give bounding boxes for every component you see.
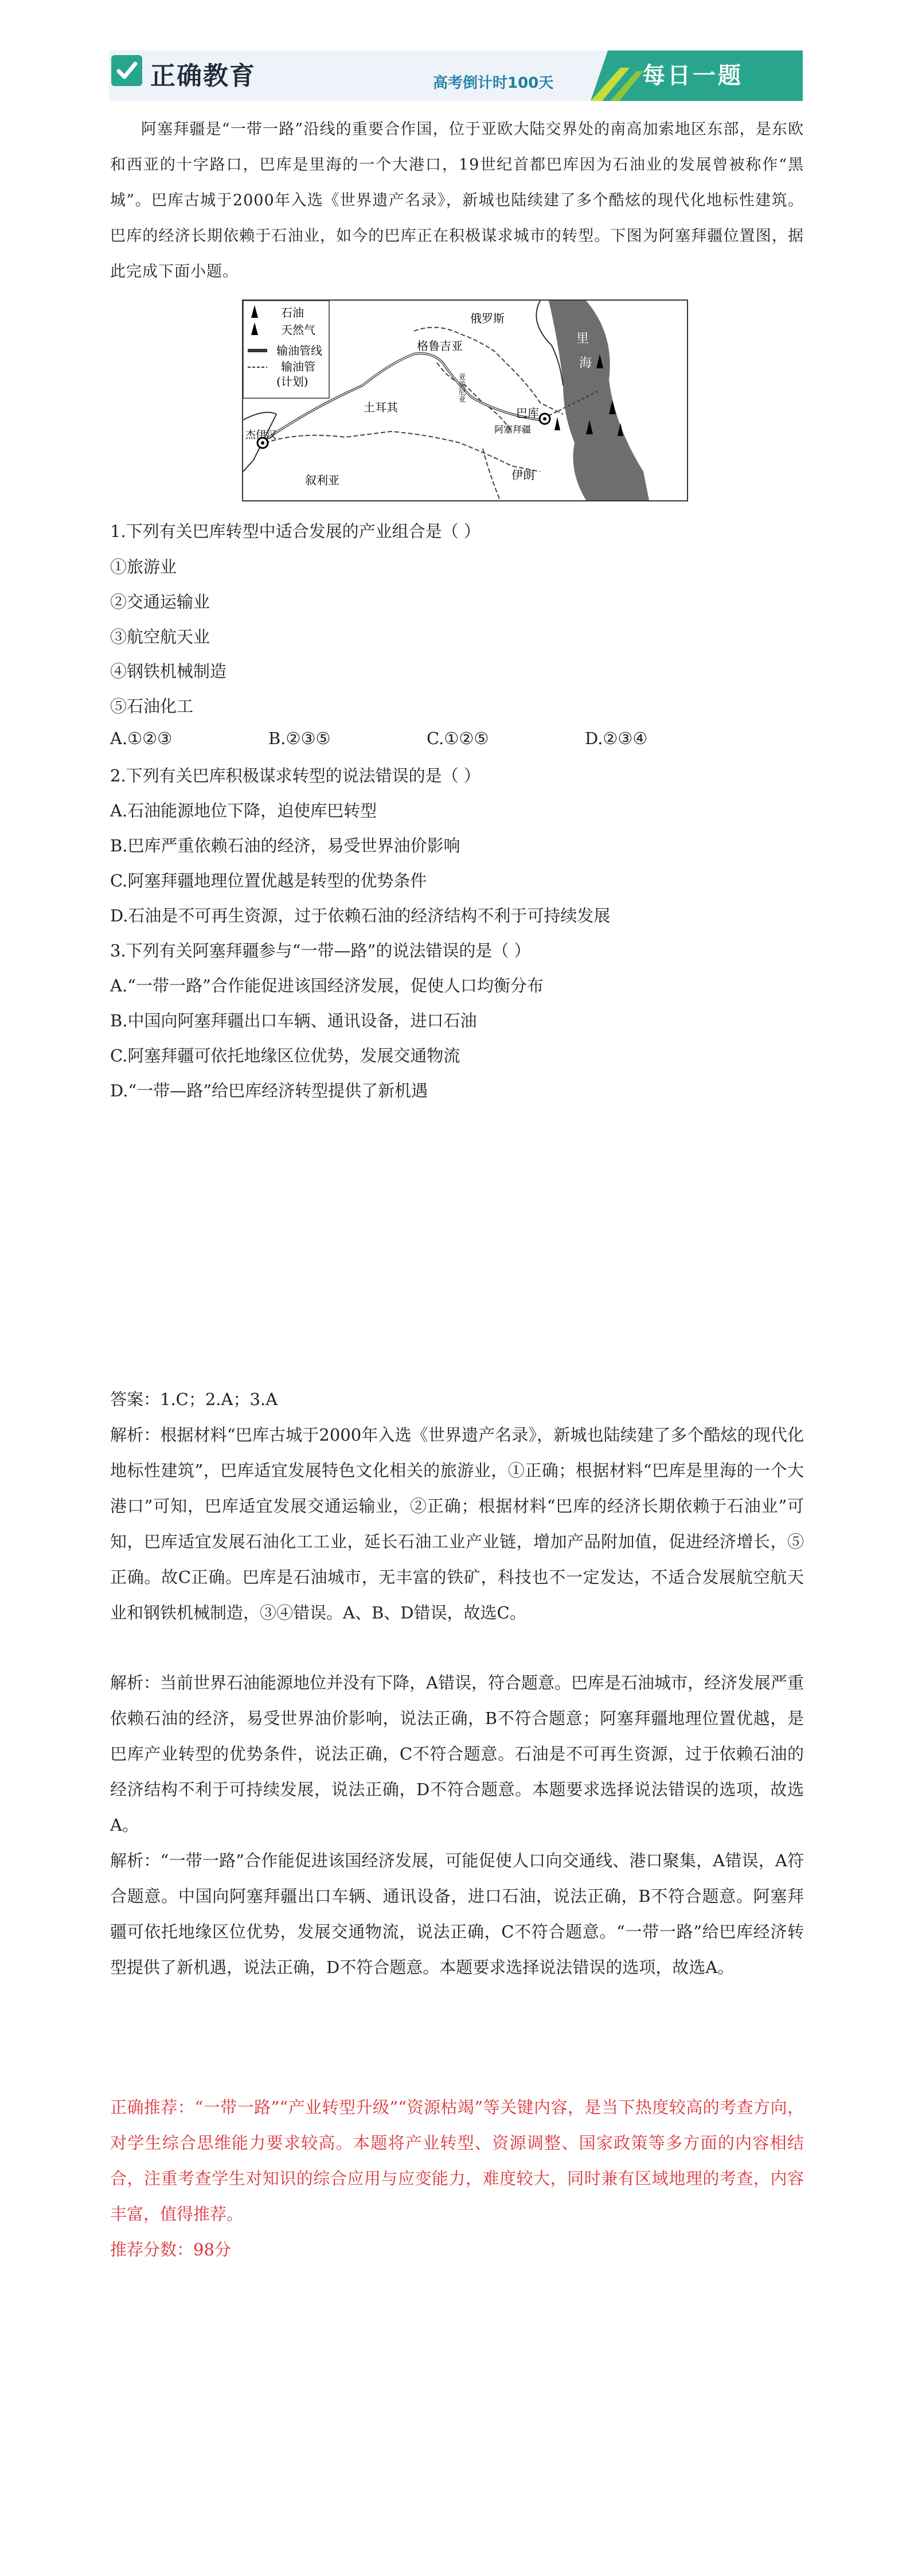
map-label-armenia: 亚美尼亚 bbox=[456, 373, 466, 403]
q1-option-b: B.②③⑤ bbox=[268, 729, 331, 748]
map-label-ceyhan: 杰伊汉 bbox=[245, 429, 276, 441]
recommendation-text: 正确推荐：“一带一路”“产业转型升级”“资源枯竭”等关键内容，是当下热度较高的考查方向，对学生综合思维能力要求较高。本题将产业转型、资源调整、国家政策等多方面的内容相结合，注重考查学生对知识的综合应用与应变能力，难度较大，同时兼有区域地理的考查，内容丰富，值得推荐。 bbox=[110, 2098, 804, 2224]
map-label-azerbaijan: 阿塞拜疆 bbox=[494, 424, 532, 435]
q1-item-5: ⑤石油化工 bbox=[110, 696, 194, 716]
explanation-q1: 解析：根据材料“巴库古城于2000年入选《世界遗产名录》，新城也陆续建了多个酷炫的现代化地标性建筑”，巴库适宜发展特色文化相关的旅游业，①正确；根据材料“巴库是里海的一个大港口”可知，巴库适宜发展交通运输业，②正确；根据材料“巴库的经济长期依赖于石油业”可知，巴库适宜发展石油化工工业，延长石油工业产业链，增加产品附加值，促进经济增长，⑤正确。故C正确。巴库是石油城市，无丰富的铁矿，科技也不一定发达，不适合发展航空航天业和钢铁机械制造，③④错误。A、B、D错误，故选C。 bbox=[110, 1425, 804, 1622]
q1-item-3: ③航空航天业 bbox=[110, 627, 210, 647]
map-label-georgia: 格鲁吉亚 bbox=[417, 339, 463, 353]
exam-countdown: 高考倒计时100天 bbox=[433, 75, 554, 92]
q2-option-a: A.石油能源地位下降，迫使库巴转型 bbox=[110, 801, 377, 820]
explanation-q2: 解析：当前世界石油能源地位并没有下降，A错误，符合题意。巴库是石油城市，经济发展严重依赖石油的经济，易受世界油价影响，说法正确，B不符合题意；阿塞拜疆地理位置优越，是巴库产业转型的优势条件，说法正确，C不符合题意。石油是不可再生资源，过于依赖石油的经济结构不利于可持续发展，说法正确，D不符合题意。本题要求选择说法错误的选项，故选A。 bbox=[110, 1673, 804, 1835]
question-2-stem: 2.下列有关巴库积极谋求转型的说法错误的是（ ） bbox=[110, 766, 481, 785]
page-header bbox=[109, 50, 803, 101]
q1-option-a: A.①②③ bbox=[110, 729, 173, 748]
q2-option-d: D.石油是不可再生资源，过于依赖石油的经济结构不利于可持续发展 bbox=[110, 906, 611, 925]
q2-option-c: C.阿塞拜疆地理位置优越是转型的优势条件 bbox=[110, 871, 427, 890]
q3-option-b: B.中国向阿塞拜疆出口车辆、通讯设备，进口石油 bbox=[110, 1011, 477, 1030]
explanation-q3: 解析：“一带一路”合作能促进该国经济发展，可能促使人口向交通线、港口聚集，A错误，A符合题意。中国向阿塞拜疆出口车辆、通讯设备，进口石油，说法正确，B不符合题意。阿塞拜疆可依托地缘区位优势，发展交通物流，说法正确，C不符合题意。“一带一路”给巴库经济转型提供了新机遇，说法正确，D不符合题意。本题要求选择说法错误的选项，故选A。 bbox=[110, 1851, 804, 1977]
checkmark-logo-icon bbox=[111, 55, 142, 86]
q1-item-4: ④钢铁机械制造 bbox=[110, 661, 227, 681]
recommendation-score: 推荐分数：98分 bbox=[110, 2240, 231, 2259]
map-label-turkey: 土耳其 bbox=[364, 400, 398, 414]
q2-option-b: B.巴库严重依赖石油的经济，易受世界油价影响 bbox=[110, 836, 460, 855]
azerbaijan-location-map bbox=[242, 299, 688, 501]
q3-option-d: D.“一带—路”给巴库经济转型提供了新机遇 bbox=[110, 1081, 428, 1100]
q3-option-c: C.阿塞拜疆可依托地缘区位优势，发展交通物流 bbox=[110, 1046, 460, 1065]
question-3-stem: 3.下列有关阿塞拜疆参与“一带—路”的说法错误的是（ ） bbox=[110, 941, 531, 960]
intro-paragraph: 阿塞拜疆是“一带一路”沿线的重要合作国，位于亚欧大陆交界处的南高加索地区东部，是东欧和西亚的十字路口，巴库是里海的一个大港口，19世纪首都巴库因为石油业的发展曾被称作“黑城”。巴库古城于2000年入选《世界遗产名录》，新城也陆续建了多个酷炫的现代化地标性建筑。巴库的经济长期依赖于石油业，如今的巴库正在积极谋求城市的转型。下图为阿塞拜疆位置图，据此完成下面小题。 bbox=[110, 120, 804, 281]
legend-pipeline-label: 输油管线 bbox=[276, 344, 322, 357]
brand-name: 正确教育 bbox=[150, 61, 256, 91]
map-label-caspian-1: 里 bbox=[576, 332, 589, 346]
map-label-syria: 叙利亚 bbox=[305, 473, 339, 487]
q1-option-d: D.②③④ bbox=[585, 729, 648, 748]
q1-item-1: ①旅游业 bbox=[110, 557, 177, 577]
q3-option-a: A.“一带一路”合作能促进该国经济发展，促使人口均衡分布 bbox=[110, 976, 544, 995]
map-label-caspian-2: 海 bbox=[579, 356, 592, 371]
question-1-stem: 1.下列有关巴库转型中适合发展的产业组合是（ ） bbox=[110, 522, 481, 541]
map-label-iran: 伊朗 bbox=[511, 468, 534, 482]
q1-option-c: C.①②⑤ bbox=[427, 729, 489, 748]
legend-planned-label: 输油管 bbox=[281, 360, 315, 373]
daily-question-title: 每日一题 bbox=[642, 63, 743, 89]
map-label-baku: 巴库 bbox=[516, 406, 539, 420]
legend-planned-note: (计划) bbox=[276, 375, 308, 388]
answer-line: 答案：1.C；2.A；3.A bbox=[110, 1390, 278, 1409]
legend-gas-label: 天然气 bbox=[281, 323, 315, 337]
q1-options bbox=[110, 729, 804, 752]
legend-oil-label: 石油 bbox=[281, 306, 304, 320]
map-label-russia: 俄罗斯 bbox=[470, 312, 505, 325]
q1-item-2: ②交通运输业 bbox=[110, 592, 210, 612]
